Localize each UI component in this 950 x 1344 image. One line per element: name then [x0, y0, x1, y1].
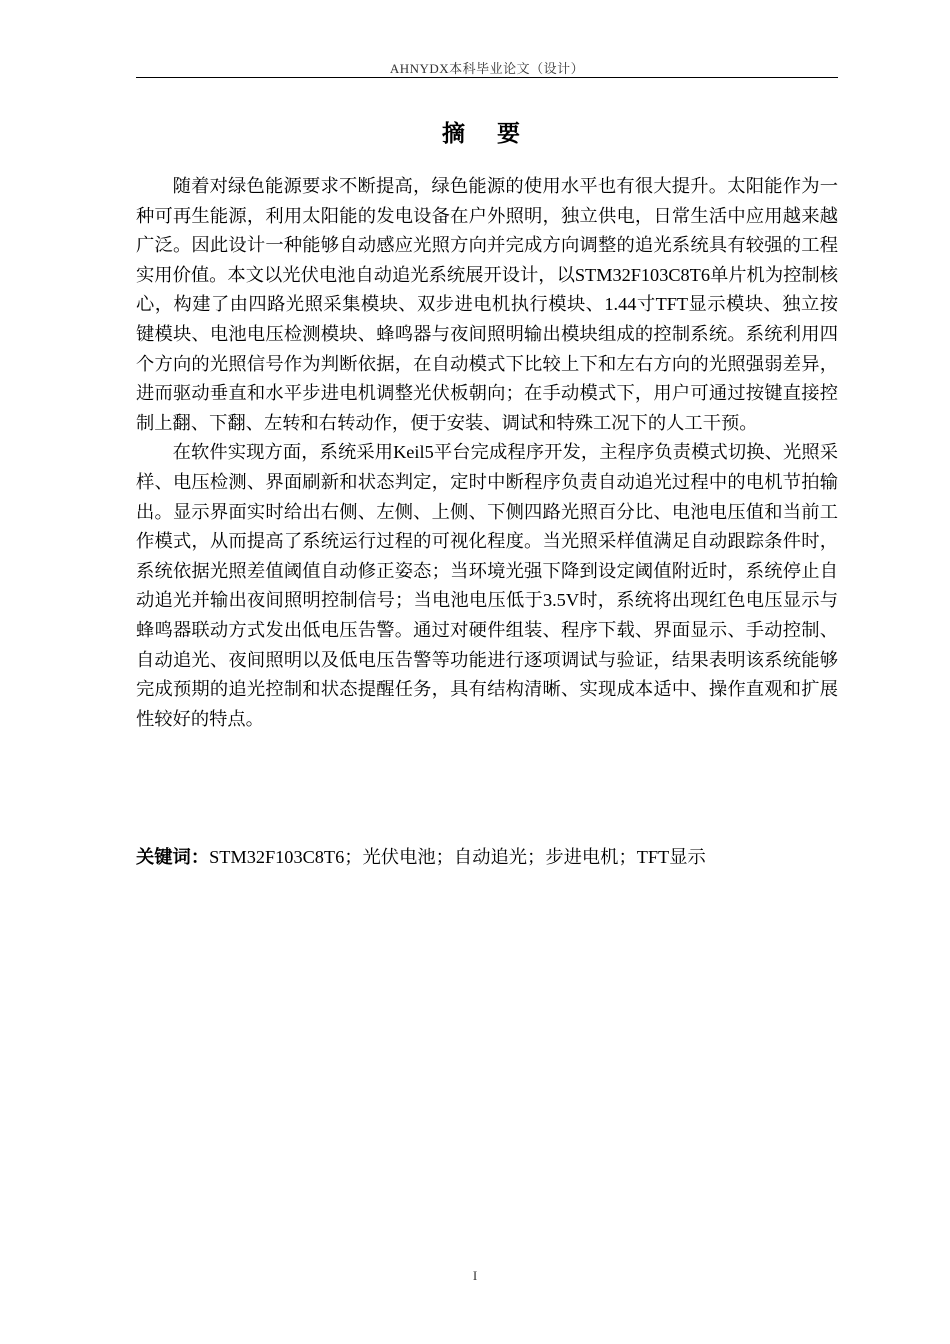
abstract-body [136, 172, 838, 734]
keywords-line [136, 843, 838, 873]
abstract-paragraph-1: 随着对绿色能源要求不断提高，绿色能源的使用水平也有很大提升。太阳能作为一种可再生能源，利用太阳能的发电设备在户外照明，独立供电，日常生活中应用越来越广泛。因此设计一种能够自动感应光照方向并完成方向调整的追光系统具有较强的工程实用价值。本文以光伏电池自动追光系统展开设计，以STM32F103C8T6单片机为控制核心，构建了由四路光照采集模块、双步进电机执行模块、1.44寸TFT显示模块、独立按键模块、电池电压检测模块、蜂鸣器与夜间照明输出模块组成的控制系统。系统利用四个方向的光照信号作为判断依据，在自动模式下比较上下和左右方向的光照强弱差异，进而驱动垂直和水平步进电机调整光伏板朝向；在手动模式下，用户可通过按键直接控制上翻、下翻、左转和右转动作，便于安装、调试和特殊工况下的人工干预。 [136, 176, 838, 433]
header-rule [136, 77, 838, 78]
keywords-label: 关键词： [136, 847, 210, 867]
running-header: AHNYDX本科毕业论文（设计） [389, 61, 585, 76]
abstract-paragraph-2: 在软件实现方面，系统采用Keil5平台完成程序开发，主程序负责模式切换、光照采样、电压检测、界面刷新和状态判定，定时中断程序负责自动追光过程中的电机节拍输出。显示界面实时给出右侧、左侧、上侧、下侧四路光照百分比、电池电压值和当前工作模式，从而提高了系统运行过程的可视化程度。当光照采样值满足自动跟踪条件时，系统依据光照差值阈值自动修正姿态；当环境光强下降到设定阈值附近时，系统停止自动追光并输出夜间照明控制信号；当电池电压低于3.5V时，系统将出现红色电压显示与蜂鸣器联动方式发出低电压告警。通过对硬件组装、程序下载、界面显示、手动控制、自动追光、夜间照明以及低电压告警等功能进行逐项调试与验证，结果表明该系统能够完成预期的追光控制和状态提醒任务，具有结构清晰、实现成本适中、操作直观和扩展性较好的特点。 [136, 442, 838, 729]
abstract-title: 摘 要 [441, 121, 532, 147]
keywords-text: STM32F103C8T6；光伏电池；自动追光；步进电机；TFT显示 [209, 847, 706, 867]
page-number: I [472, 1268, 478, 1283]
